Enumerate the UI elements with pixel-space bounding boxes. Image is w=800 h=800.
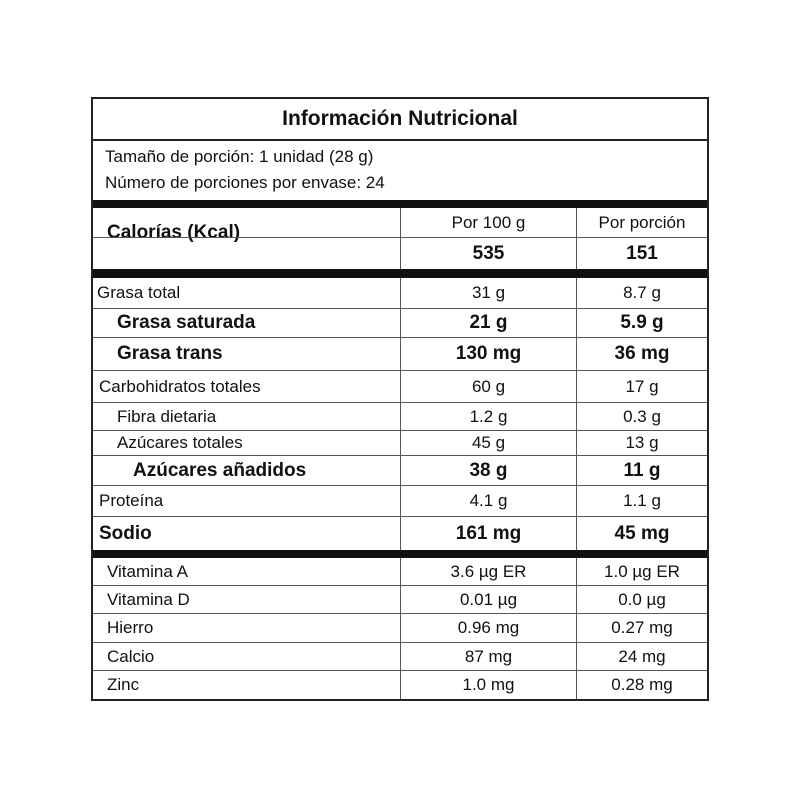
mineral-portion: 24 mg: [576, 643, 707, 670]
nutrient-per100: 161 mg: [400, 517, 576, 550]
serving-size: Tamaño de porción: 1 unidad (28 g): [105, 147, 374, 166]
nutrient-portion: 13 g: [576, 431, 707, 455]
mineral-row-calcio: [93, 643, 707, 671]
vitamin-per100: 3.6 µg ER: [400, 558, 576, 585]
nutrient-per100: 21 g: [400, 309, 576, 337]
nutrient-row-grasa-trans: [93, 338, 707, 371]
vitamin-portion: 1.0 µg ER: [576, 558, 707, 585]
perportion-header: Por porción: [576, 208, 707, 237]
calories-perportion: 151: [576, 238, 707, 269]
nutrient-portion: 11 g: [576, 456, 707, 485]
nutrient-name: Azúcares totales: [117, 433, 243, 452]
vitamin-name: Vitamina D: [107, 589, 190, 609]
mineral-name: Calcio: [107, 646, 155, 666]
mineral-name: Zinc: [107, 675, 140, 694]
nutrient-name: Fibra dietaria: [117, 406, 217, 426]
nutrient-name: Grasa total: [97, 283, 181, 302]
per100-header: Por 100 g: [400, 208, 576, 237]
nutrient-portion: 45 mg: [576, 517, 707, 550]
mineral-row-zinc: [93, 671, 707, 699]
column-header-row: [93, 208, 707, 238]
thick-divider: [93, 550, 707, 558]
vitamin-per100: 0.01 µg: [400, 586, 576, 613]
nutrient-row-fibra: [93, 403, 707, 431]
nutrient-name: Grasa saturada: [117, 312, 256, 333]
mineral-row-hierro: [93, 614, 707, 643]
nutrient-per100: 31 g: [400, 278, 576, 308]
calories-per100: 535: [400, 238, 576, 269]
vitamin-portion: 0.0 µg: [576, 586, 707, 613]
nutrient-row-carbohidratos: [93, 371, 707, 403]
nutrient-per100: 45 g: [400, 431, 576, 455]
nutrient-row-azucares-totales: [93, 431, 707, 456]
nutrient-row-grasa-saturada: [93, 309, 707, 338]
nutrient-portion: 0.3 g: [576, 403, 707, 430]
nutrient-row-azucares-anadidos: [93, 456, 707, 486]
vitamin-row-d: [93, 586, 707, 614]
nutrient-name: Azúcares añadidos: [133, 459, 307, 481]
mineral-per100: 87 mg: [400, 643, 576, 670]
thick-divider: [93, 200, 707, 208]
calories-label: Calorías (Kcal): [107, 222, 241, 243]
mineral-per100: 0.96 mg: [400, 614, 576, 642]
nutrient-per100: 4.1 g: [400, 486, 576, 516]
nutrient-row-grasa-total: [93, 278, 707, 309]
nutrient-portion: 5.9 g: [576, 309, 707, 337]
label-title: Información Nutricional: [93, 99, 707, 141]
nutrient-per100: 60 g: [400, 371, 576, 402]
nutrient-name: Proteína: [99, 491, 164, 510]
nutrient-portion: 36 mg: [576, 338, 707, 370]
nutrition-facts-label: [91, 97, 709, 701]
nutrient-name: Carbohidratos totales: [99, 376, 261, 396]
nutrient-per100: 130 mg: [400, 338, 576, 370]
nutrient-row-sodio: [93, 517, 707, 550]
nutrient-per100: 1.2 g: [400, 403, 576, 430]
vitamin-name: Vitamina A: [107, 561, 188, 581]
mineral-portion: 0.27 mg: [576, 614, 707, 642]
vitamin-row-a: [93, 558, 707, 586]
nutrient-per100: 38 g: [400, 456, 576, 485]
calories-value-row: [93, 238, 707, 269]
nutrient-portion: 1.1 g: [576, 486, 707, 516]
nutrient-portion: 8.7 g: [576, 278, 707, 308]
nutrient-portion: 17 g: [576, 371, 707, 402]
mineral-name: Hierro: [107, 618, 154, 637]
mineral-per100: 1.0 mg: [400, 671, 576, 699]
thick-divider: [93, 269, 707, 278]
nutrient-name: Grasa trans: [117, 343, 223, 364]
nutrient-name: Sodio: [99, 522, 152, 544]
nutrient-row-proteina: [93, 486, 707, 517]
mineral-portion: 0.28 mg: [576, 671, 707, 699]
servings-per-container: Número de porciones por envase: 24: [105, 173, 385, 192]
